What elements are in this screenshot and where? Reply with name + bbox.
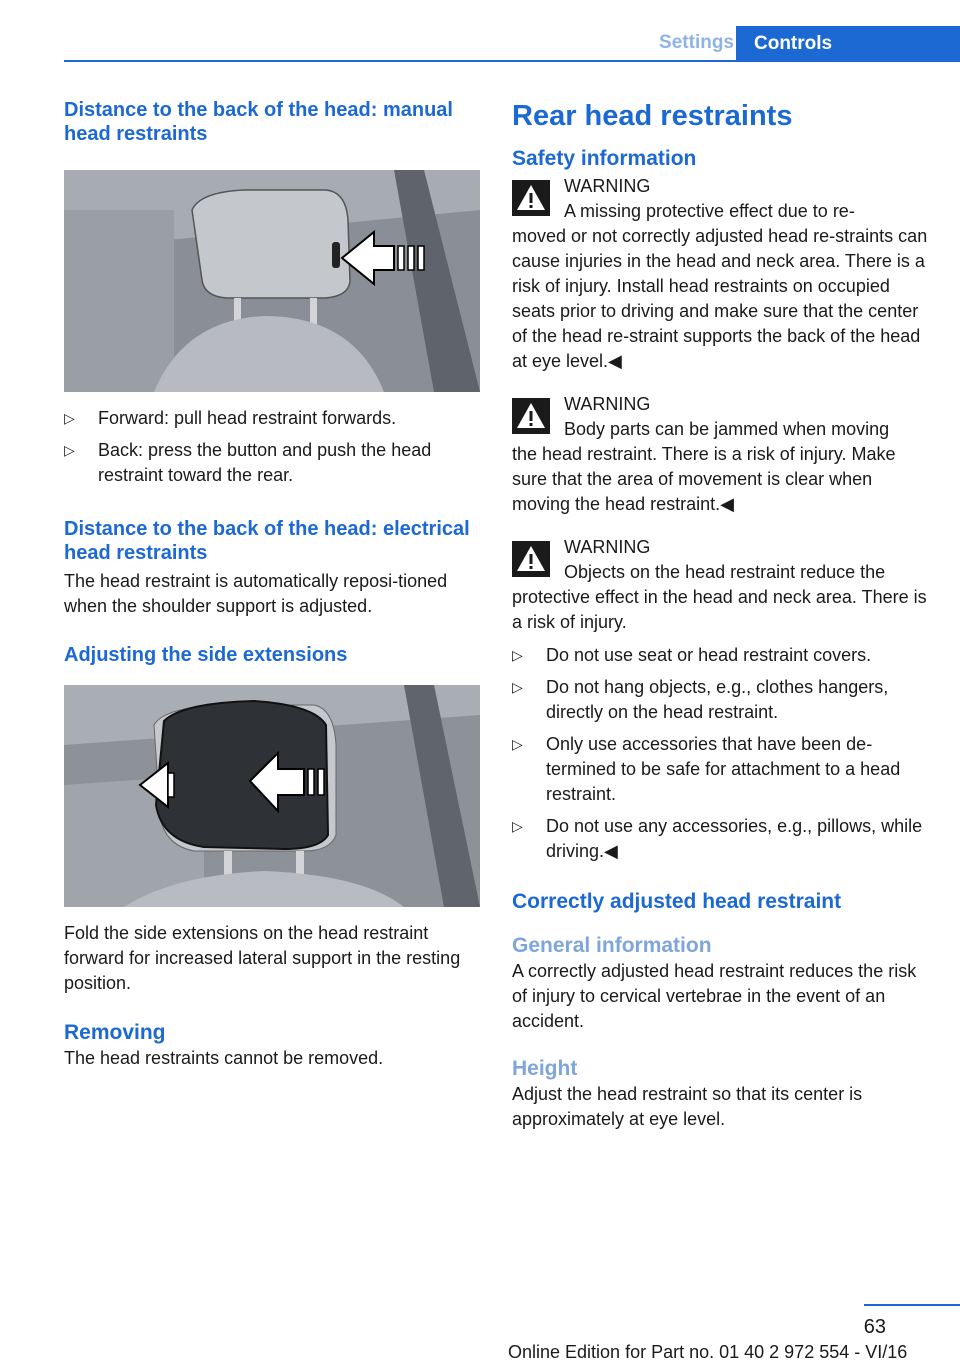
heading-correctly-adjusted: Correctly adjusted head restraint <box>512 890 842 913</box>
height-text: Adjust the head restraint so that its center is approximately at eye level. <box>512 1084 863 1129</box>
triangle-right-icon: ▷ <box>64 442 75 458</box>
warning-triangle-icon <box>512 541 550 577</box>
heading-rear-head-restraints: Rear head restraints <box>512 100 793 132</box>
page-number: 63 <box>863 1316 886 1338</box>
heading-electrical-head-restraints: Distance to the back of the head: electrical head restraints <box>64 518 470 564</box>
heading-general-information: General information <box>512 934 712 957</box>
warning-block <box>512 392 932 517</box>
list-item: ▷ Do not use any accessories, e.g., pillows, while driving.◀ <box>512 816 923 861</box>
heading-removing: Removing <box>64 1021 166 1044</box>
list-item: ▷ Do not hang objects, e.g., clothes hangers, directly on the head restraint. <box>512 677 889 722</box>
warning-text: the head restraint. There is a risk of injury. Make sure that the area of movement is clear when moving the head restraint.◀ <box>512 444 896 514</box>
manual-adjust-list <box>64 406 480 488</box>
warning-triangle-icon <box>512 180 550 216</box>
heading-side-extensions: Adjusting the side extensions <box>64 644 348 666</box>
warning-triangle-icon <box>512 398 550 434</box>
heading-height: Height <box>512 1057 578 1080</box>
general-information-text: A correctly adjusted head restraint reduces the risk of injury to cervical vertebrae in the event of an accident. <box>512 961 917 1031</box>
triangle-right-icon: ▷ <box>512 647 523 663</box>
warning-label: WARNING <box>564 176 651 196</box>
tab-settings[interactable]: Settings <box>659 32 734 53</box>
list-item: ▷ Only use accessories that have been de‐termined to be safe for attachment to a head restraint. <box>512 734 901 804</box>
list-item: ▷ Forward: pull head restraint forwards. <box>64 406 480 431</box>
list-item: ▷ Back: press the button and push the head restraint toward the rear. <box>64 440 432 485</box>
removing-text: The head restraints cannot be removed. <box>64 1048 384 1068</box>
triangle-right-icon: ▷ <box>64 410 75 426</box>
triangle-right-icon: ▷ <box>512 736 523 752</box>
figure-manual-head-restraint <box>64 170 480 392</box>
warning-text: moved or not correctly adjusted head re‐straints can cause injuries in the head and neck area. There is a risk of injury. Install head restraints on occupied seats prior to driving and make sure that the center of the head re‐straint supports the back of the head at eye level.◀ <box>512 226 928 371</box>
right-column <box>512 98 932 1132</box>
left-column <box>64 98 480 1071</box>
triangle-right-icon: ▷ <box>512 679 523 695</box>
side-extensions-text: Fold the side extensions on the head restraint forward for increased lateral support in the resting position. <box>64 923 461 993</box>
warning-list <box>512 643 932 864</box>
triangle-right-icon: ▷ <box>512 818 523 834</box>
edition-line: Online Edition for Part no. 01 40 2 972 554 - VI/16 <box>508 1342 908 1362</box>
warning-label: WARNING <box>564 394 651 414</box>
heading-manual-head-restraints: Distance to the back of the head: manual head restraints <box>64 99 453 145</box>
warning-text: A missing protective effect due to re‐ <box>564 201 855 221</box>
footer-rule <box>864 1304 960 1306</box>
warning-block <box>512 174 932 374</box>
warning-text: protective effect in the head and neck area. There is a risk of injury. <box>512 587 927 632</box>
warning-text: Objects on the head restraint reduce the <box>564 562 886 582</box>
warning-text: Body parts can be jammed when moving <box>564 419 890 439</box>
electrical-text: The head restraint is automatically reposi‐tioned when the shoulder support is adjusted. <box>64 571 448 616</box>
figure-side-extensions <box>64 685 480 907</box>
warning-label: WARNING <box>564 537 651 557</box>
tab-controls[interactable]: Controls <box>736 26 960 62</box>
list-item: ▷ Do not use seat or head restraint covers. <box>512 643 932 668</box>
heading-safety-information: Safety information <box>512 147 697 170</box>
header-rule <box>64 60 960 62</box>
warning-block <box>512 535 932 635</box>
